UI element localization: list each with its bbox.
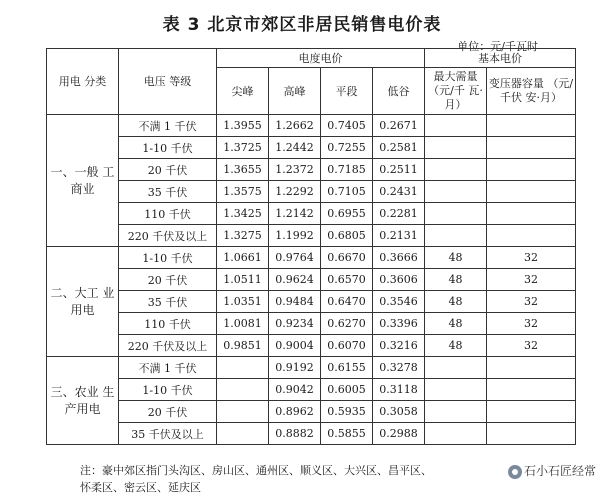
peak-cell: 0.9764: [269, 247, 321, 269]
watermark-text: 石小石匠经常: [523, 464, 596, 478]
voltage-cell: 110 千伏: [119, 203, 217, 225]
peak-cell: 0.9192: [269, 357, 321, 379]
transformer-cell: [487, 203, 576, 225]
max-demand-cell: [425, 379, 487, 401]
table-row: [47, 115, 576, 137]
peak-cell: 1.2662: [269, 115, 321, 137]
voltage-cell: 1-10 千伏: [119, 247, 217, 269]
transformer-cell: 32: [487, 291, 576, 313]
transformer-cell: [487, 225, 576, 247]
max-demand-cell: [425, 203, 487, 225]
voltage-cell: 35 千伏及以上: [119, 423, 217, 445]
header-max-demand: 最大需量 （元/千 瓦·月）: [425, 68, 487, 115]
voltage-cell: 220 千伏及以上: [119, 335, 217, 357]
transformer-cell: 32: [487, 335, 576, 357]
category-cell: 三、农业 生产用电: [47, 357, 119, 445]
header-category: 用电 分类: [47, 49, 119, 115]
header-valley: 低谷: [373, 68, 425, 115]
table-row: [47, 291, 576, 313]
max-demand-cell: [425, 159, 487, 181]
flat-cell: 0.6670: [321, 247, 373, 269]
valley-cell: 0.3396: [373, 313, 425, 335]
voltage-cell: 20 千伏: [119, 159, 217, 181]
voltage-cell: 35 千伏: [119, 291, 217, 313]
max-demand-cell: 48: [425, 247, 487, 269]
max-demand-cell: [425, 225, 487, 247]
wechat-icon: [508, 465, 522, 479]
voltage-cell: 35 千伏: [119, 181, 217, 203]
table-row: [47, 313, 576, 335]
watermark: [508, 462, 596, 479]
transformer-cell: [487, 159, 576, 181]
transformer-cell: [487, 379, 576, 401]
valley-cell: 0.2511: [373, 159, 425, 181]
peak-top-cell: 1.3725: [217, 137, 269, 159]
voltage-cell: 20 千伏: [119, 269, 217, 291]
valley-cell: 0.2431: [373, 181, 425, 203]
peak-cell: 0.9234: [269, 313, 321, 335]
peak-cell: 1.2372: [269, 159, 321, 181]
peak-top-cell: 1.0661: [217, 247, 269, 269]
valley-cell: 0.3216: [373, 335, 425, 357]
max-demand-cell: [425, 401, 487, 423]
peak-cell: 0.9004: [269, 335, 321, 357]
peak-top-cell: 1.0081: [217, 313, 269, 335]
header-flat: 平段: [321, 68, 373, 115]
header-voltage: 电压 等级: [119, 49, 217, 115]
flat-cell: 0.6005: [321, 379, 373, 401]
max-demand-cell: 48: [425, 291, 487, 313]
peak-cell: 1.2442: [269, 137, 321, 159]
table-row: [47, 203, 576, 225]
valley-cell: 0.2131: [373, 225, 425, 247]
valley-cell: 0.3058: [373, 401, 425, 423]
peak-top-cell: 1.3275: [217, 225, 269, 247]
peak-cell: 0.9624: [269, 269, 321, 291]
table-row: [47, 423, 576, 445]
table-row: [47, 225, 576, 247]
transformer-cell: 32: [487, 313, 576, 335]
peak-top-cell: [217, 401, 269, 423]
max-demand-cell: 48: [425, 313, 487, 335]
peak-cell: 0.8962: [269, 401, 321, 423]
tariff-table: [46, 48, 576, 445]
unit-label: 单位：元/千瓦时: [457, 40, 538, 53]
peak-top-cell: 1.3425: [217, 203, 269, 225]
valley-cell: 0.3606: [373, 269, 425, 291]
max-demand-cell: [425, 137, 487, 159]
flat-cell: 0.6470: [321, 291, 373, 313]
peak-top-cell: 1.3655: [217, 159, 269, 181]
peak-top-cell: [217, 423, 269, 445]
transformer-cell: [487, 115, 576, 137]
transformer-cell: [487, 401, 576, 423]
flat-cell: 0.7185: [321, 159, 373, 181]
flat-cell: 0.6155: [321, 357, 373, 379]
table-note: 注：豪中郊区指门头沟区、房山区、通州区、顺义区、大兴区、昌平区、 怀柔区、密云区、延庆区: [80, 464, 432, 494]
table-row: [47, 379, 576, 401]
peak-top-cell: [217, 379, 269, 401]
valley-cell: 0.2281: [373, 203, 425, 225]
header-energy-price: 电度电价: [217, 49, 425, 68]
category-cell: 二、大工 业用电: [47, 247, 119, 357]
peak-top-cell: 0.9851: [217, 335, 269, 357]
flat-cell: 0.5855: [321, 423, 373, 445]
table-row: [47, 137, 576, 159]
peak-top-cell: 1.3575: [217, 181, 269, 203]
peak-cell: 1.2292: [269, 181, 321, 203]
transformer-cell: [487, 423, 576, 445]
valley-cell: 0.3546: [373, 291, 425, 313]
header-peak: 高峰: [269, 68, 321, 115]
category-cell: 一、一般 工商业: [47, 115, 119, 247]
transformer-cell: [487, 357, 576, 379]
flat-cell: 0.6570: [321, 269, 373, 291]
flat-cell: 0.6270: [321, 313, 373, 335]
valley-cell: 0.3666: [373, 247, 425, 269]
flat-cell: 0.6805: [321, 225, 373, 247]
peak-cell: 1.1992: [269, 225, 321, 247]
flat-cell: 0.7405: [321, 115, 373, 137]
max-demand-cell: 48: [425, 335, 487, 357]
peak-cell: 0.9484: [269, 291, 321, 313]
valley-cell: 0.2988: [373, 423, 425, 445]
table-row: [47, 269, 576, 291]
valley-cell: 0.3278: [373, 357, 425, 379]
transformer-cell: [487, 137, 576, 159]
table-row: [47, 357, 576, 379]
flat-cell: 0.7255: [321, 137, 373, 159]
voltage-cell: 1-10 千伏: [119, 137, 217, 159]
table-row: [47, 335, 576, 357]
table-row: [47, 181, 576, 203]
peak-top-cell: [217, 357, 269, 379]
voltage-cell: 20 千伏: [119, 401, 217, 423]
voltage-cell: 不满 1 千伏: [119, 115, 217, 137]
voltage-cell: 1-10 千伏: [119, 379, 217, 401]
max-demand-cell: [425, 357, 487, 379]
voltage-cell: 不满 1 千伏: [119, 357, 217, 379]
valley-cell: 0.3118: [373, 379, 425, 401]
transformer-cell: 32: [487, 269, 576, 291]
max-demand-cell: [425, 115, 487, 137]
peak-top-cell: 1.3955: [217, 115, 269, 137]
valley-cell: 0.2671: [373, 115, 425, 137]
transformer-cell: 32: [487, 247, 576, 269]
flat-cell: 0.6955: [321, 203, 373, 225]
flat-cell: 0.6070: [321, 335, 373, 357]
table-title: 表 3 北京市郊区非居民销售电价表: [162, 15, 442, 35]
table-row: [47, 401, 576, 423]
flat-cell: 0.7105: [321, 181, 373, 203]
max-demand-cell: 48: [425, 269, 487, 291]
peak-cell: 0.8882: [269, 423, 321, 445]
peak-top-cell: 1.0351: [217, 291, 269, 313]
header-basic-price: 基本电价: [425, 49, 576, 68]
header-transformer: 变压器容量 （元/千伏 安·月）: [487, 68, 576, 115]
header-peak-top: 尖峰: [217, 68, 269, 115]
max-demand-cell: [425, 181, 487, 203]
peak-cell: 0.9042: [269, 379, 321, 401]
voltage-cell: 110 千伏: [119, 313, 217, 335]
valley-cell: 0.2581: [373, 137, 425, 159]
peak-cell: 1.2142: [269, 203, 321, 225]
peak-top-cell: 1.0511: [217, 269, 269, 291]
transformer-cell: [487, 181, 576, 203]
flat-cell: 0.5935: [321, 401, 373, 423]
max-demand-cell: [425, 423, 487, 445]
table-row: [47, 159, 576, 181]
voltage-cell: 220 千伏及以上: [119, 225, 217, 247]
table-row: [47, 247, 576, 269]
